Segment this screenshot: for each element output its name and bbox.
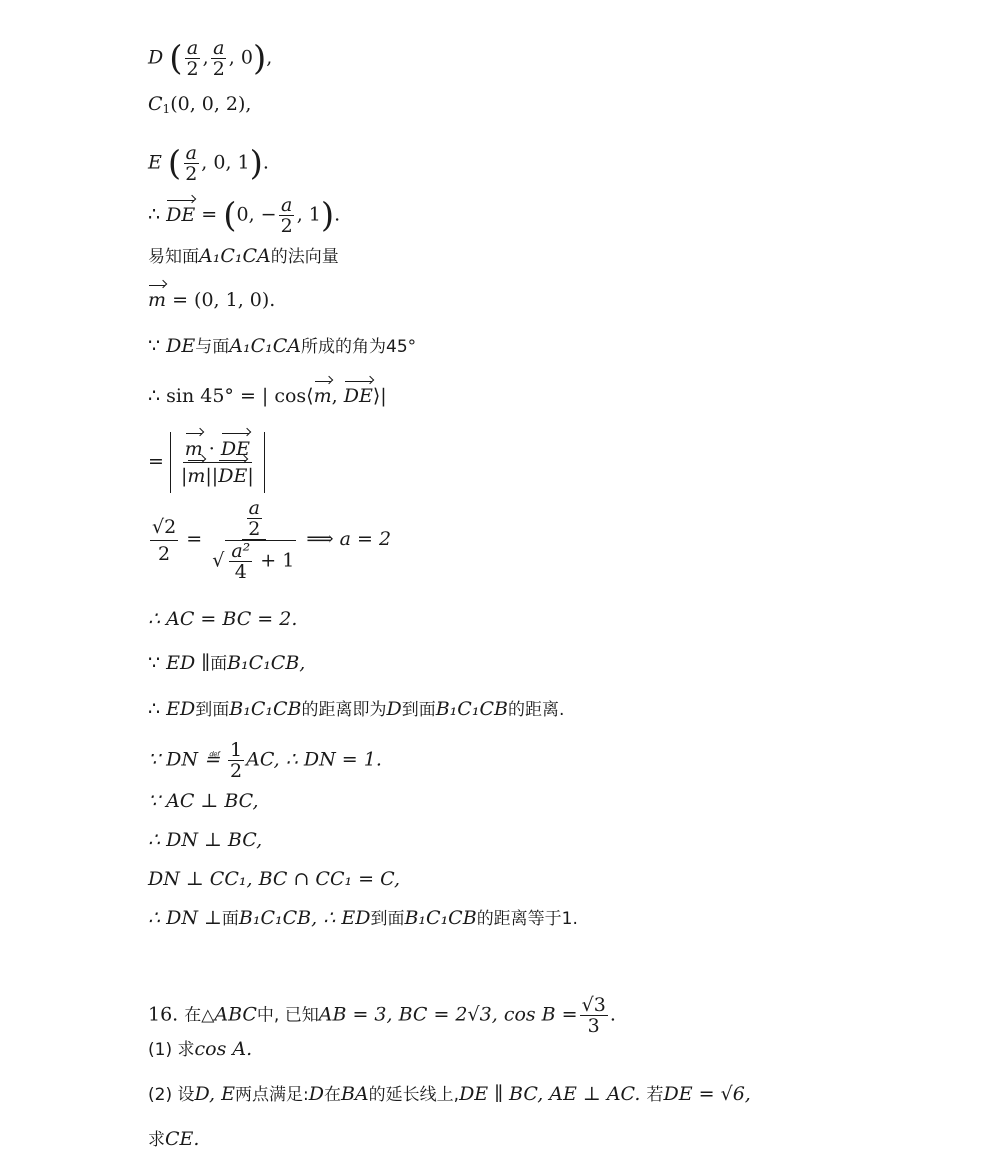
- line-point-e: E ( $\frac{a}{2}$ , 0, 1).: [148, 142, 269, 185]
- line-dn-perp: ∴ DN ⊥ BC,: [148, 829, 263, 851]
- problem-16-part2-ask: 求CE.: [148, 1128, 200, 1150]
- line-sin45: ∴ sin 45° = | cos⟨m, DE⟩|: [148, 385, 387, 407]
- line-angle: ∵ DE与面A₁C₁CA所成的角为45°: [148, 335, 417, 357]
- problem-16-statement: 16. 在△ABC中, 已知AB = 3, BC = 2√3, cos B = $\frac{√3}{3}$ .: [148, 994, 616, 1037]
- frac-a-2: $\frac{a}{2}$: [186, 37, 199, 80]
- problem-16-part1: (1) 求cos A.: [148, 1038, 253, 1060]
- vector-de: DE: [166, 203, 196, 226]
- line-normal-vector: m = (0, 1, 0).: [148, 289, 276, 311]
- problem-16-part2: (2) 设D, E两点满足:D在BA的延长线上,DE ∥ BC, AE ⊥ AC. 若DE = √6,: [148, 1083, 751, 1105]
- frac-a-2c: $\frac{a}{2}$: [185, 142, 198, 185]
- line-solve-a: $\frac{√2}{2}$ = $\frac{a}{2}$ √ $\frac{\text{a²}}{4}$ + 1 ⟹ a = 2: [152, 497, 392, 583]
- line-dn-half: ∵ DN ≝ $\frac{1}{2}$ AC, ∴ DN = 1.: [148, 739, 382, 782]
- line-cc1: DN ⊥ CC₁, BC ∩ CC₁ = C,: [148, 868, 401, 890]
- line-ac-bc: ∴ AC = BC = 2.: [148, 608, 298, 630]
- vector-m: m: [148, 289, 167, 311]
- line-abs-fraction: = $\frac{m \cdot DE}{|m||DE|}$: [148, 432, 265, 493]
- line-distance: ∴ ED到面B₁C₁CB的距离即为D到面B₁C₁CB的距离.: [148, 698, 565, 720]
- line-normal-text: 易知面A₁C₁CA的法向量: [148, 245, 339, 267]
- frac-a-2b: $\frac{a}{2}$: [212, 37, 225, 80]
- line-conclusion: ∴ DN ⊥面B₁C₁CB, ∴ ED到面B₁C₁CB的距离等于1.: [148, 907, 578, 929]
- label-d: D: [148, 46, 164, 69]
- line-ed-parallel: ∵ ED ∥面B₁C₁CB,: [148, 652, 306, 674]
- line-point-d: D ( $\frac{a}{2}$ , $\frac{a}{2}$ , 0),: [148, 37, 273, 80]
- line-vector-de: ∴ DE = (0, − $\frac{a}{2}$ , 1).: [148, 194, 341, 237]
- line-ac-perp: ∵ AC ⊥ BC,: [148, 790, 259, 812]
- line-point-c1: $C_1(0$, 0, 2),: [148, 93, 252, 116]
